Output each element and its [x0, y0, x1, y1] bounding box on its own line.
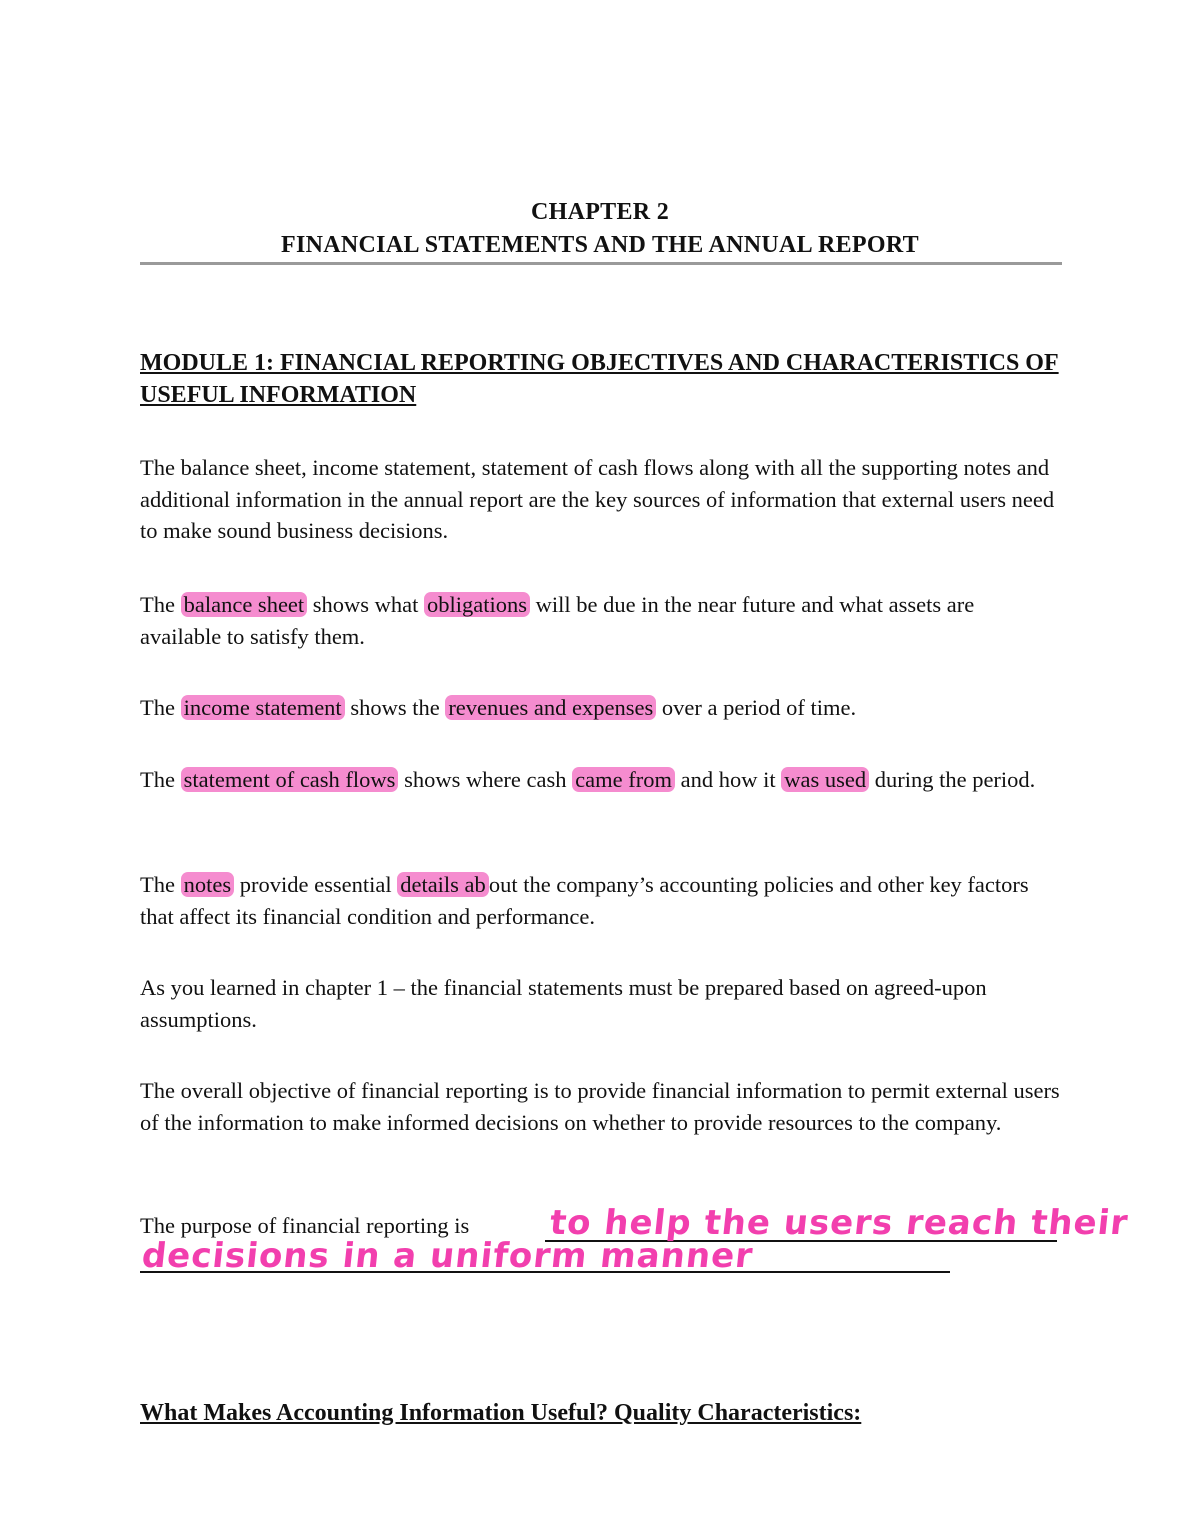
chapter-subtitle: FINANCIAL STATEMENTS AND THE ANNUAL REPORT [281, 232, 919, 258]
purpose-prompt: The purpose of financial reporting is [140, 1213, 470, 1238]
income-statement-paragraph [140, 692, 1060, 724]
highlight-came-from: came from [572, 767, 675, 792]
handwritten-answer-line-1: to help the users reach their [547, 1203, 1131, 1243]
text-run: provide essential [234, 872, 398, 897]
module-heading: MODULE 1: FINANCIAL REPORTING OBJECTIVES AND CHARACTERISTICS OF USEFUL INFORMATION [140, 350, 1059, 408]
balance-sheet-paragraph [140, 589, 1060, 652]
highlight-obligations: obligations [424, 592, 530, 617]
cash-flows-paragraph [140, 764, 1060, 796]
text-run: will be due in the near future and what assets are available to satisfy them. [140, 592, 975, 649]
highlight-statement-of-cash-flows: statement of cash flows [181, 767, 399, 792]
text-run: over a period of time. [656, 695, 857, 720]
title-divider [140, 262, 1062, 265]
text-run: The [140, 767, 181, 792]
text-run: shows what [307, 592, 425, 617]
text-run: and how it [674, 767, 782, 792]
highlight-details: details ab [397, 872, 489, 897]
intro-paragraph: The balance sheet, income statement, statement of cash flows along with all the supporting notes and additional information in the annual report are the key sources of information that external users need to make sound business decisions. [140, 455, 1055, 543]
text-run: The [140, 872, 181, 897]
highlight-income-statement: income statement [181, 695, 345, 720]
text-run: The [140, 592, 181, 617]
highlight-notes: notes [181, 872, 235, 897]
text-run: The [140, 695, 181, 720]
chapter-title: CHAPTER 2 [530, 199, 670, 225]
objective-paragraph: The overall objective of financial reporting is to provide financial information to permit external users of the information to make informed decisions on whether to provide resources to the company. [140, 1078, 1060, 1135]
highlight-revenues-expenses: revenues and expenses [445, 695, 656, 720]
notes-paragraph [140, 869, 1060, 932]
text-run: shows where cash [398, 767, 573, 792]
text-run: out the company’s accounting policies and other key factors that affect its financial condition and performance. [140, 872, 1029, 929]
handwritten-answer-line-2: decisions in a uniform manner [139, 1236, 756, 1276]
text-run: shows the [344, 695, 446, 720]
section-heading: What Makes Accounting Information Useful? Quality Characteristics: [140, 1400, 862, 1426]
highlight-balance-sheet: balance sheet [181, 592, 308, 617]
highlight-was-used: was used [781, 767, 869, 792]
assumptions-paragraph: As you learned in chapter 1 – the financial statements must be prepared based on agreed-upon assumptions. [140, 975, 987, 1032]
text-run: during the period. [869, 767, 1036, 792]
